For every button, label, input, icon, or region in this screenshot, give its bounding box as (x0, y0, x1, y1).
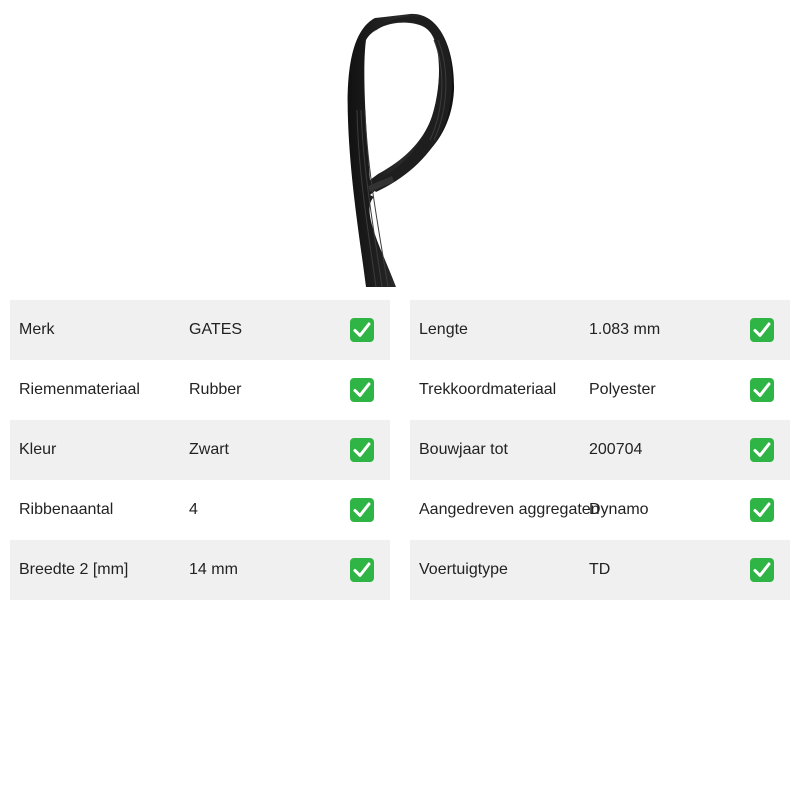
spec-value: TD (589, 561, 611, 578)
check-icon (749, 437, 775, 463)
check-icon (349, 437, 375, 463)
spec-row (10, 360, 390, 420)
spec-label: Merk (19, 321, 55, 338)
spec-value: 200704 (589, 441, 643, 458)
check-icon (749, 557, 775, 583)
spec-value: GATES (189, 321, 243, 338)
spec-value: Dynamo (589, 501, 649, 518)
spec-row (410, 540, 790, 600)
spec-label: Aangedreven aggregaten (419, 501, 600, 518)
spec-label: Trekkoordmateriaal (419, 381, 557, 398)
spec-row (10, 480, 390, 540)
spec-value: Rubber (189, 381, 242, 398)
spec-row (410, 300, 790, 360)
spec-label: Ribbenaantal (19, 501, 114, 518)
spec-row (410, 420, 790, 480)
check-icon (349, 497, 375, 523)
spec-value: 4 (189, 501, 198, 518)
spec-row (10, 300, 390, 360)
spec-value: Polyester (589, 381, 656, 398)
check-icon (349, 557, 375, 583)
spec-row (410, 480, 790, 540)
spec-label: Breedte 2 [mm] (19, 561, 129, 578)
spec-label: Kleur (19, 441, 57, 458)
spec-row (410, 360, 790, 420)
check-icon (749, 317, 775, 343)
spec-value: 1.083 mm (589, 321, 661, 338)
spec-table-left (10, 300, 390, 600)
check-icon (349, 317, 375, 343)
check-icon (749, 377, 775, 403)
spec-value: 14 mm (189, 561, 238, 578)
spec-table-right (410, 300, 790, 600)
spec-value: Zwart (189, 441, 229, 458)
spec-row (10, 420, 390, 480)
check-icon (749, 497, 775, 523)
spec-label: Lengte (419, 321, 468, 338)
v-ribbed-belt-image (330, 10, 470, 288)
spec-label: Voertuigtype (419, 561, 508, 578)
spec-label: Riemenmateriaal (19, 381, 140, 398)
spec-row (10, 540, 390, 600)
spec-label: Bouwjaar tot (419, 441, 508, 458)
check-icon (349, 377, 375, 403)
